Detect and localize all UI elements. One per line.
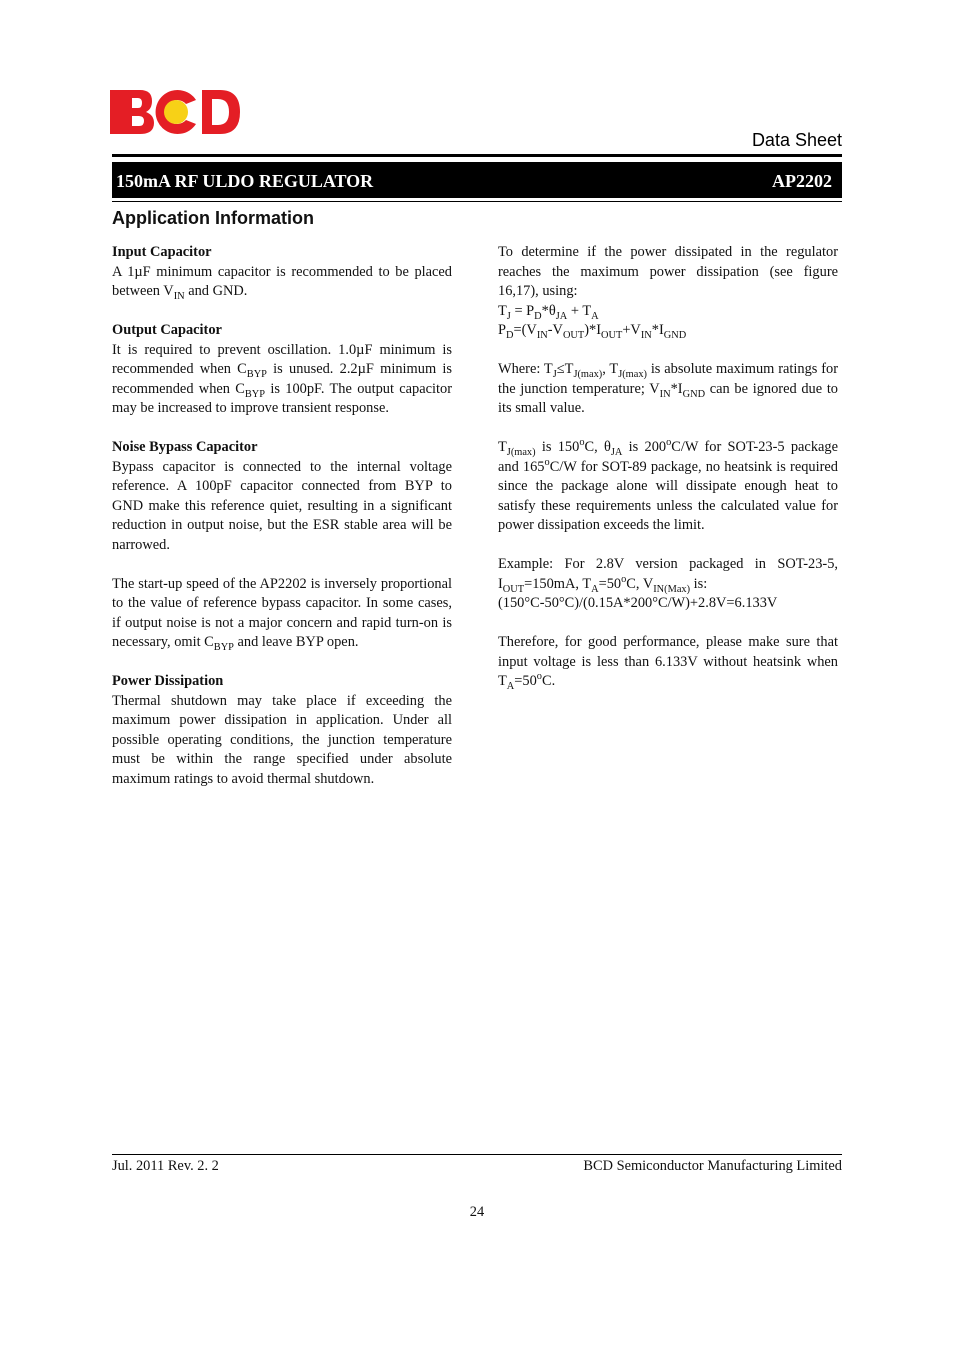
title-rule — [112, 201, 842, 202]
noise-bypass-text-2: The start-up speed of the AP2202 is inversely proportional to the value of reference bypass capacitor. In some cases, if output noise is not a major concern and rapid turn-on is necessary, omit $C_{BYP}$ and leave BYP open. — [112, 575, 452, 653]
intro-text: To determine if the power dissipated in the regulator reaches the maximum power dissipation (see figure 16,17), using: — [498, 244, 838, 299]
tjmax-text: $T_{J(max)}$ is 150$^o$C, $\theta_{JA}$ is 200$^o$C/W for SOT-23-5 package and 165$^o$C/W for SOT-89 package, no heatsink is required since the package alone will dissipate enough heat to satisfy these requirements unless the calculated value for power dissipation exceeds the limit. — [498, 437, 838, 533]
power-dissipation-heading: Power Dissipation — [112, 673, 224, 689]
conclusion-text: Therefore, for good performance, please make sure that input voltage is less than 6.133V without heatsink when $T_A=50^oC$. — [498, 634, 838, 692]
header-rule — [112, 154, 842, 157]
title-bar — [112, 162, 842, 198]
input-capacitor-text: A 1µF minimum capacitor is recommended to be placed between $V_{IN}$ and GND. — [112, 263, 452, 302]
input-capacitor-heading: Input Capacitor — [112, 244, 212, 260]
where-text: Where: $T_J\le T_{J(max)}$, $T_{J(max)}$ is absolute maximum ratings for the junction temperature; $V_{IN}*I_{GND}$ can be ignored due to its small value. — [498, 361, 839, 416]
output-capacitor-heading: Output Capacitor — [112, 322, 222, 338]
page-number: 24 — [469, 1204, 485, 1220]
footer-date-rev: Jul. 2011 Rev. 2. 2 — [112, 1158, 219, 1174]
noise-bypass-heading: Noise Bypass Capacitor — [112, 439, 258, 455]
doc-type-label: Data Sheet — [751, 130, 842, 150]
example-calc: (150°C-50°C)/(0.15A*200°C/W)+2.8V=6.133V — [498, 595, 778, 611]
noise-bypass-text-1: Bypass capacitor is connected to the internal voltage reference. A 100pF capacitor connected from BYP to GND make this reference quiet, resulting in a significant reduction in output noise, but the ESR stable area will be narrowed. — [112, 458, 452, 553]
example-text: Example: For 2.8V version packaged in SOT-23-5, $I_{OUT}=150mA$, $T_A=50^oC$, $V_{IN(Max)}$ is: — [498, 556, 838, 595]
left-column — [112, 243, 452, 789]
section-title: Application Information — [112, 208, 314, 228]
equation-pd: $P_D=(V_{IN}-V_{OUT})*I_{OUT}+V_{IN}*I_{GND}$ — [498, 322, 687, 341]
output-capacitor-text: It is required to prevent oscillation. 1.0µF minimum is recommended when $C_{BYP}$ is unused. 2.2µF minimum is recommended when $C_{BYP}$ is 100pF. The output capacitor may be increased to improve transient response. — [112, 341, 452, 416]
footer-rule — [112, 1154, 842, 1155]
right-column — [498, 243, 838, 692]
footer-company: BCD Semiconductor Manufacturing Limited — [583, 1158, 842, 1174]
doc-title: 150mA RF ULDO REGULATOR — [116, 171, 374, 191]
equation-tj: $T_J = P_D*\theta_{JA} + T_A$ — [498, 302, 599, 322]
bcd-logo — [110, 88, 242, 136]
power-dissipation-text: Thermal shutdown may take place if exceeding the maximum power dissipation in application. Under all possible operating conditions, the junction temperature must be within the range specified under absolute maximum ratings to avoid thermal shutdown. — [112, 692, 452, 787]
part-number: AP2202 — [772, 171, 832, 191]
